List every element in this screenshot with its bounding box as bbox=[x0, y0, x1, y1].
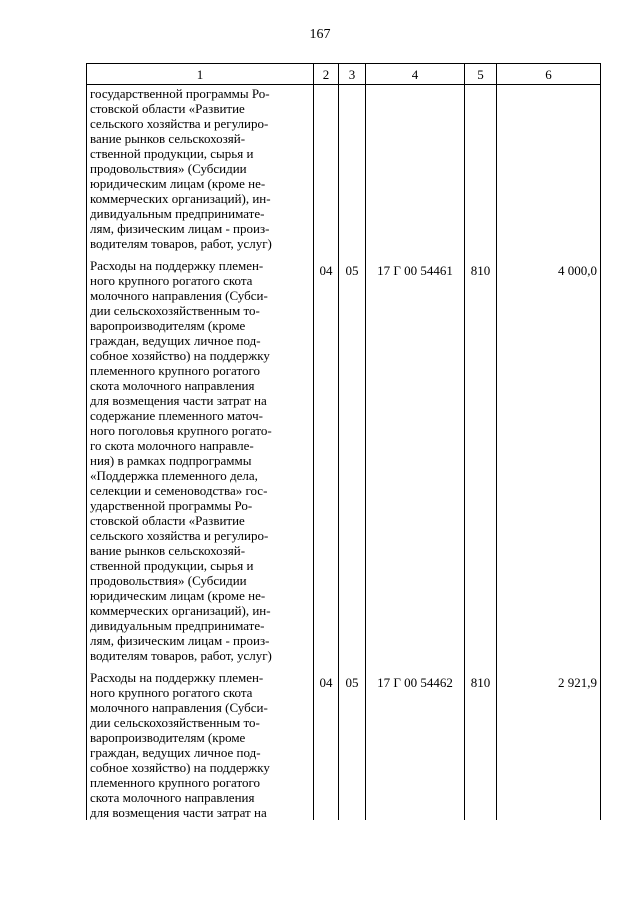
spacer-cell bbox=[465, 663, 497, 670]
subsection-code: 05 bbox=[339, 258, 366, 663]
description-line: молочного направления (Субси- bbox=[90, 288, 268, 303]
description-line: ударственной программы Ро- bbox=[90, 498, 253, 513]
description-line: дии сельскохозяйственным то- bbox=[90, 715, 260, 730]
description-line: дивидуальным предпринимате- bbox=[90, 206, 265, 221]
column-header: 5 bbox=[465, 64, 497, 85]
description-line: скота молочного направления bbox=[90, 790, 255, 805]
description-line: племенного крупного рогатого bbox=[90, 775, 260, 790]
description-line: продовольствия» (Субсидии bbox=[90, 573, 247, 588]
description-line: ственной продукции, сырья и bbox=[90, 146, 254, 161]
description-line: водителям товаров, работ, услуг) bbox=[90, 648, 272, 663]
target-article-code: 17 Г 00 54461 bbox=[366, 258, 465, 663]
description-line: го скота молочного направле- bbox=[90, 438, 254, 453]
subsection-code bbox=[339, 85, 366, 252]
table-row bbox=[87, 85, 601, 252]
description-line: племенного крупного рогатого bbox=[90, 363, 260, 378]
description-line: варопроизводителям (кроме bbox=[90, 730, 246, 745]
description-line: государственной программы Ро- bbox=[90, 86, 270, 101]
description-line: лям, физическим лицам - произ- bbox=[90, 221, 270, 236]
description-line: дивидуальным предпринимате- bbox=[90, 618, 265, 633]
row-description bbox=[87, 258, 314, 663]
target-article-code bbox=[366, 85, 465, 252]
description-line: Расходы на поддержку племен- bbox=[90, 670, 264, 685]
spacer-cell bbox=[87, 663, 314, 670]
description-line: вание рынков сельскохозяй- bbox=[90, 131, 246, 146]
description-line: сельского хозяйства и регулиро- bbox=[90, 528, 269, 543]
description-line: собное хозяйство) на поддержку bbox=[90, 760, 270, 775]
description-line: ного поголовья крупного рогато- bbox=[90, 423, 272, 438]
description-line: сельского хозяйства и регулиро- bbox=[90, 116, 269, 131]
amount: 2 921,9 bbox=[497, 670, 601, 820]
spacer-cell bbox=[314, 251, 339, 258]
target-article-code: 17 Г 00 54462 bbox=[366, 670, 465, 820]
table-row bbox=[87, 258, 601, 663]
description-line: молочного направления (Субси- bbox=[90, 700, 268, 715]
description-line: дии сельскохозяйственным то- bbox=[90, 303, 260, 318]
amount: 4 000,0 bbox=[497, 258, 601, 663]
spacer-cell bbox=[339, 251, 366, 258]
row-spacer bbox=[87, 251, 601, 258]
spacer-cell bbox=[465, 251, 497, 258]
section-code bbox=[314, 85, 339, 252]
description-line: скота молочного направления bbox=[90, 378, 255, 393]
amount bbox=[497, 85, 601, 252]
column-header: 4 bbox=[366, 64, 465, 85]
column-header: 2 bbox=[314, 64, 339, 85]
description-line: вание рынков сельскохозяй- bbox=[90, 543, 246, 558]
row-description bbox=[87, 85, 314, 252]
description-line: ния) в рамках подпрограммы bbox=[90, 453, 252, 468]
spacer-cell bbox=[366, 251, 465, 258]
spacer-cell bbox=[87, 251, 314, 258]
description-line: ственной продукции, сырья и bbox=[90, 558, 254, 573]
description-line: варопроизводителям (кроме bbox=[90, 318, 246, 333]
description-line: Расходы на поддержку племен- bbox=[90, 258, 264, 273]
spacer-cell bbox=[339, 663, 366, 670]
row-description bbox=[87, 670, 314, 820]
section-code: 04 bbox=[314, 670, 339, 820]
column-header: 6 bbox=[497, 64, 601, 85]
subsection-code: 05 bbox=[339, 670, 366, 820]
description-line: лям, физическим лицам - произ- bbox=[90, 633, 270, 648]
table-body bbox=[87, 85, 601, 821]
description-line: коммерческих организаций), ин- bbox=[90, 191, 271, 206]
description-line: коммерческих организаций), ин- bbox=[90, 603, 271, 618]
description-line: водителям товаров, работ, услуг) bbox=[90, 236, 272, 251]
description-line: граждан, ведущих личное под- bbox=[90, 745, 261, 760]
description-line: селекции и семеноводства» гос- bbox=[90, 483, 268, 498]
description-line: стовской области «Развитие bbox=[90, 513, 245, 528]
description-line: содержание племенного маточ- bbox=[90, 408, 263, 423]
description-line: ного крупного рогатого скота bbox=[90, 685, 253, 700]
spacer-cell bbox=[314, 663, 339, 670]
description-line: для возмещения части затрат на bbox=[90, 393, 267, 408]
column-header: 1 bbox=[87, 64, 314, 85]
section-code: 04 bbox=[314, 258, 339, 663]
expense-type-code: 810 bbox=[465, 258, 497, 663]
description-line: для возмещения части затрат на bbox=[90, 805, 267, 820]
description-line: юридическим лицам (кроме не- bbox=[90, 588, 266, 603]
spacer-cell bbox=[366, 663, 465, 670]
description-line: продовольствия» (Субсидии bbox=[90, 161, 247, 176]
description-line: стовской области «Развитие bbox=[90, 101, 245, 116]
table-row bbox=[87, 670, 601, 820]
spacer-cell bbox=[497, 663, 601, 670]
table-header-row bbox=[87, 64, 601, 85]
description-line: собное хозяйство) на поддержку bbox=[90, 348, 270, 363]
row-spacer bbox=[87, 663, 601, 670]
description-line: «Поддержка племенного дела, bbox=[90, 468, 258, 483]
budget-table bbox=[86, 63, 601, 820]
expense-type-code: 810 bbox=[465, 670, 497, 820]
column-header: 3 bbox=[339, 64, 366, 85]
description-line: ного крупного рогатого скота bbox=[90, 273, 253, 288]
description-line: граждан, ведущих личное под- bbox=[90, 333, 261, 348]
expense-type-code bbox=[465, 85, 497, 252]
spacer-cell bbox=[497, 251, 601, 258]
page-number: 167 bbox=[309, 27, 331, 42]
description-line: юридическим лицам (кроме не- bbox=[90, 176, 266, 191]
